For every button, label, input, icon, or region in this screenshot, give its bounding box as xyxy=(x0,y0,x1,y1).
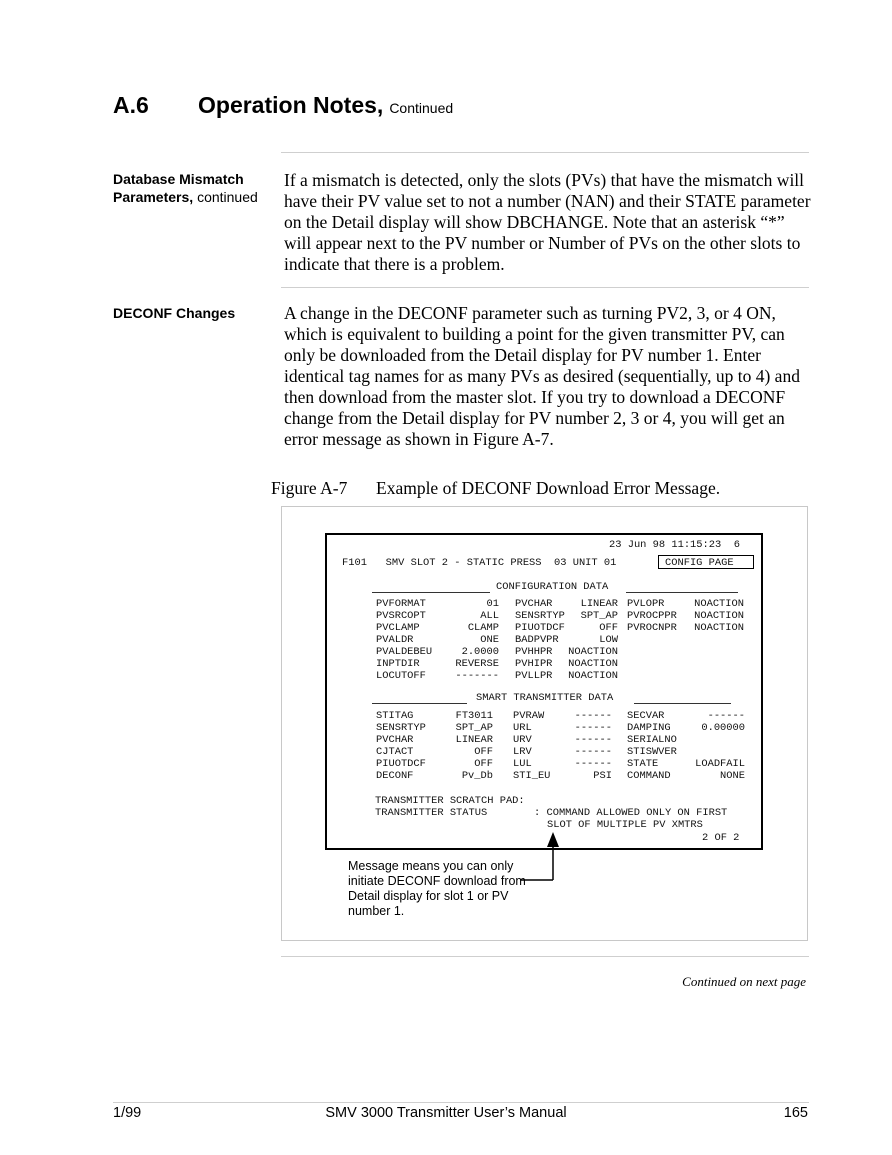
screen-cell: ------ xyxy=(574,710,612,722)
section-continued: Continued xyxy=(389,100,454,116)
side-heading-bold: Database Mismatch Parameters, xyxy=(113,171,244,205)
screen-cell: PVROCNPR xyxy=(627,622,677,634)
continued-next-page: Continued on next page xyxy=(682,974,806,989)
scratch-pad-label: TRANSMITTER SCRATCH PAD: xyxy=(375,795,525,807)
status-message-2: SLOT OF MULTIPLE PV XMTRS xyxy=(547,819,703,831)
smart-data-title: SMART TRANSMITTER DATA xyxy=(476,692,614,704)
screen-cell: PVCLAMP xyxy=(376,622,420,634)
section-line xyxy=(372,703,467,704)
side-heading-deconf xyxy=(113,304,278,322)
section-line xyxy=(626,592,738,593)
screen-cell: CJTACT xyxy=(376,746,414,758)
screen-cell: SPT_AP xyxy=(580,610,618,622)
side-heading-database-mismatch xyxy=(113,170,278,206)
screen-cell: OFF xyxy=(599,622,618,634)
screen-cell: COMMAND xyxy=(627,770,671,782)
footer-date: 1/99 xyxy=(113,1105,142,1121)
screen-cell: NOACTION xyxy=(568,658,618,670)
screen-cell: ------ xyxy=(707,710,745,722)
paragraph-deconf: A change in the DECONF parameter such as turning PV2, 3, or 4 ON, which is equivalent to building a point for the given transmitter PV, can only be downloaded from the Detail display for PV number 1. Enter identical tag names for as many PVs as desired (sequentially, up to 4) and then download from the master slot. If you try to download a DECONF change from the Detail display for PV number 2, 3 or 4, you will get an error message as shown in Figure A-7. xyxy=(284,303,800,449)
screen-cell: PVHHPR xyxy=(515,646,553,658)
side-heading-bold: DECONF Changes xyxy=(113,305,236,321)
screen-cell: ONE xyxy=(480,634,499,646)
screen-cell: PVALDR xyxy=(376,634,414,646)
screen-cell: PVALDEBEU xyxy=(376,646,433,658)
screen-cell: ALL xyxy=(480,610,499,622)
screen-cell: OFF xyxy=(474,746,493,758)
screen-cell: SENSRTYP xyxy=(515,610,565,622)
screen-cell: ------ xyxy=(574,722,612,734)
screen-cell: DECONF xyxy=(376,770,414,782)
screen-cell: PVFORMAT xyxy=(376,598,426,610)
divider xyxy=(281,287,809,288)
screen-cell: STI_EU xyxy=(513,770,551,782)
footer-divider xyxy=(113,1102,809,1103)
screen-cell: PIUOTDCF xyxy=(376,758,426,770)
config-data-title: CONFIGURATION DATA xyxy=(496,581,609,593)
screen-cell: FT3011 xyxy=(455,710,493,722)
callout-text: Message means you can only initiate DECONF download from Detail display for slot 1 or PV number 1. xyxy=(348,859,526,918)
screen-cell: 01 xyxy=(486,598,499,610)
screen-cell: STITAG xyxy=(376,710,414,722)
screen-cell: PVROCPPR xyxy=(627,610,677,622)
divider xyxy=(281,152,809,153)
screen-cell: URV xyxy=(513,734,532,746)
screen-cell: SPT_AP xyxy=(455,722,493,734)
screen-cell: SECVAR xyxy=(627,710,665,722)
section-line xyxy=(372,592,490,593)
screen-cell: LRV xyxy=(513,746,532,758)
section-line xyxy=(634,703,731,704)
figure-caption xyxy=(271,478,720,499)
screen-cell: OFF xyxy=(474,758,493,770)
screen-cell: PSI xyxy=(593,770,612,782)
screen-cell: Pv_Db xyxy=(461,770,493,782)
section-number: A.6 xyxy=(113,92,149,118)
screen-cell: NOACTION xyxy=(568,646,618,658)
screen-cell: PVLLPR xyxy=(515,670,553,682)
config-page-label: CONFIG PAGE xyxy=(665,557,734,569)
screen-cell: LINEAR xyxy=(580,598,618,610)
screen-cell: PVLOPR xyxy=(627,598,665,610)
screen-cell: CLAMP xyxy=(467,622,499,634)
screen-cell: BADPVPR xyxy=(515,634,559,646)
screen-cell: NOACTION xyxy=(568,670,618,682)
screen-cell: STISWVER xyxy=(627,746,677,758)
screen-cell: INPTDIR xyxy=(376,658,420,670)
screen-cell: NOACTION xyxy=(694,610,744,622)
screen-cell: PVRAW xyxy=(513,710,545,722)
screen-cell: ------ xyxy=(574,746,612,758)
screen-cell: ------ xyxy=(574,758,612,770)
screen-cell: PVCHAR xyxy=(515,598,553,610)
footer-page-number: 165 xyxy=(783,1105,808,1121)
screen-cell: LUL xyxy=(513,758,532,770)
screen-cell: ------- xyxy=(455,670,499,682)
screen-header-line: F101 SMV SLOT 2 - STATIC PRESS 03 UNIT 01 xyxy=(342,557,617,569)
section-title-text: Operation Notes, xyxy=(198,92,384,118)
screen-cell: REVERSE xyxy=(455,658,499,670)
screen-datetime: 23 Jun 98 11:15:23 6 xyxy=(609,539,740,551)
screen-cell: NOACTION xyxy=(694,598,744,610)
figure-number: Figure A-7 xyxy=(271,478,348,498)
screen-cell: 2.0000 xyxy=(461,646,499,658)
divider xyxy=(281,956,809,957)
side-heading-continued: continued xyxy=(197,189,258,205)
screen-cell: SENSRTYP xyxy=(376,722,426,734)
screen-cell: LOADFAIL xyxy=(695,758,745,770)
screen-cell: PVHIPR xyxy=(515,658,553,670)
screen-cell: 0.00000 xyxy=(701,722,745,734)
screen-cell: DAMPING xyxy=(627,722,671,734)
screen-cell: NONE xyxy=(720,770,745,782)
section-title xyxy=(198,92,453,119)
paragraph-database-mismatch: If a mismatch is detected, only the slots (PVs) that have the mismatch will have their PV value set to not a number (NAN) and their STATE parameter on the Detail display will show DBCHANGE. Note that an asterisk “*” will appear next to the PV number or Number of PVs on the other slots to indicate that there is a problem. xyxy=(284,170,811,274)
page-count: 2 OF 2 xyxy=(702,832,740,844)
footer-manual-title: SMV 3000 Transmitter User’s Manual xyxy=(325,1105,567,1121)
screen-cell: PVCHAR xyxy=(376,734,414,746)
screen-cell: ------ xyxy=(574,734,612,746)
status-label: TRANSMITTER STATUS xyxy=(375,807,488,819)
screen-cell: SERIALNO xyxy=(627,734,677,746)
status-message-1: : COMMAND ALLOWED ONLY ON FIRST xyxy=(534,807,728,819)
screen-cell: URL xyxy=(513,722,532,734)
screen-cell: NOACTION xyxy=(694,622,744,634)
screen-cell: STATE xyxy=(627,758,659,770)
screen-cell: LOW xyxy=(599,634,618,646)
screen-cell: LINEAR xyxy=(455,734,493,746)
screen-cell: PVSRCOPT xyxy=(376,610,426,622)
screen-cell: PIUOTDCF xyxy=(515,622,565,634)
figure-caption-text: Example of DECONF Download Error Message. xyxy=(376,478,721,498)
screen-cell: LOCUTOFF xyxy=(376,670,426,682)
